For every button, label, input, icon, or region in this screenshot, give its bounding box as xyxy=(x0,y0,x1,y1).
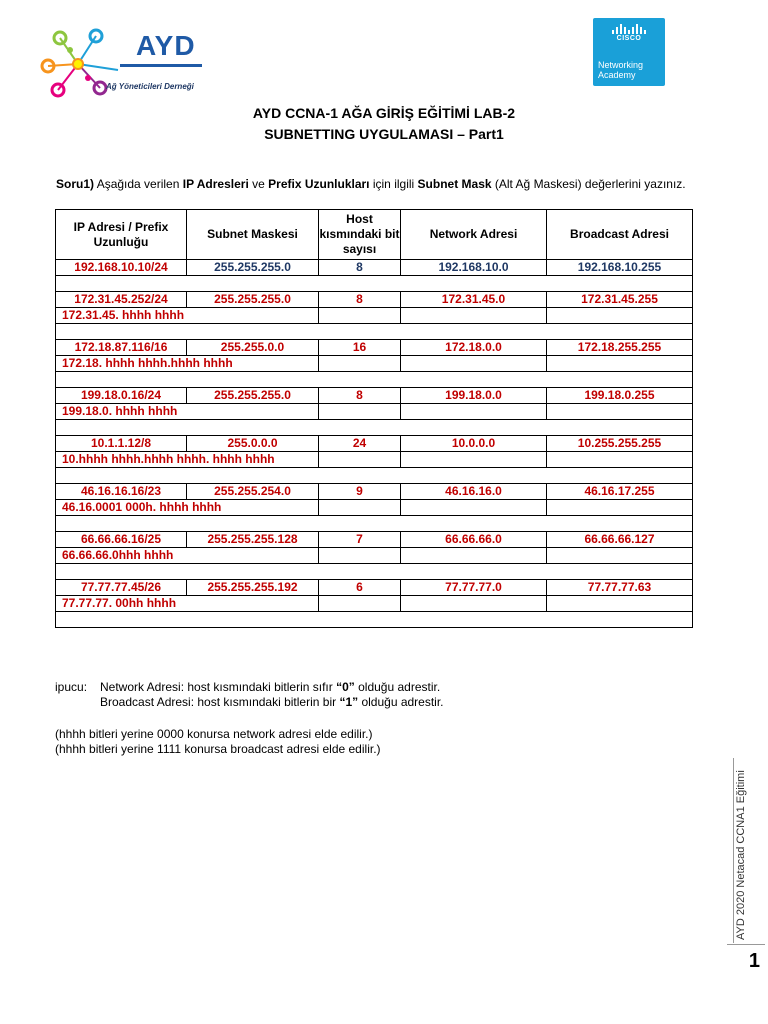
spacer-row xyxy=(56,564,693,580)
cell-host-bits: 9 xyxy=(319,484,401,500)
cell-empty xyxy=(547,404,693,420)
spacer-row xyxy=(56,420,693,436)
cell-empty xyxy=(401,596,547,612)
page-title: AYD CCNA-1 AĞA GİRİŞ EĞİTİMİ LAB-2 xyxy=(252,105,516,121)
binary-row xyxy=(56,596,693,612)
spacer-row xyxy=(56,324,693,340)
cell-subnet-mask: 255.255.254.0 xyxy=(187,484,319,500)
table-row xyxy=(56,260,693,276)
cell-empty xyxy=(401,308,547,324)
table-row xyxy=(56,292,693,308)
cell-network-address: 192.168.10.0 xyxy=(401,260,547,276)
cell-empty xyxy=(547,356,693,372)
cell-subnet-mask: 255.0.0.0 xyxy=(187,436,319,452)
cell-empty xyxy=(319,548,401,564)
cell-empty xyxy=(319,596,401,612)
col-header-mask: Subnet Maskesi xyxy=(187,210,319,260)
cell-empty xyxy=(401,452,547,468)
spacer-row xyxy=(56,516,693,532)
ayd-logo xyxy=(38,26,218,104)
binary-row xyxy=(56,308,693,324)
col-header-ip: IP Adresi / Prefix Uzunluğu xyxy=(56,210,187,260)
cell-broadcast-address: 77.77.77.63 xyxy=(547,580,693,596)
cell-host-bits: 16 xyxy=(319,340,401,356)
cell-spacer xyxy=(56,372,693,388)
cisco-bars-icon xyxy=(611,24,647,34)
cell-subnet-mask: 255.255.255.128 xyxy=(187,532,319,548)
cell-ip-prefix: 172.31.45.252/24 xyxy=(56,292,187,308)
cisco-networking-academy-logo xyxy=(593,18,665,86)
cell-host-bits: 8 xyxy=(319,260,401,276)
cell-ip-prefix: 46.16.16.16/23 xyxy=(56,484,187,500)
page-number-divider xyxy=(727,944,765,945)
cell-subnet-mask: 255.255.255.0 xyxy=(187,388,319,404)
cisco-wordmark: CISCO xyxy=(616,35,642,42)
cell-binary-form: 172.18. hhhh hhhh.hhhh hhhh xyxy=(56,356,319,372)
table-row xyxy=(56,580,693,596)
cell-binary-form: 77.77.77. 00hh hhhh xyxy=(56,596,319,612)
cell-subnet-mask: 255.255.255.0 xyxy=(187,260,319,276)
cell-spacer xyxy=(56,564,693,580)
logo-text: AYD xyxy=(136,30,196,61)
spacer-row xyxy=(56,468,693,484)
cell-binary-form: 172.31.45. hhhh hhhh xyxy=(56,308,319,324)
cell-empty xyxy=(319,404,401,420)
cell-subnet-mask: 255.255.255.0 xyxy=(187,292,319,308)
binary-row xyxy=(56,452,693,468)
cell-host-bits: 7 xyxy=(319,532,401,548)
col-header-broadcast: Broadcast Adresi xyxy=(547,210,693,260)
cell-ip-prefix: 192.168.10.10/24 xyxy=(56,260,187,276)
cell-network-address: 172.18.0.0 xyxy=(401,340,547,356)
cell-broadcast-address: 199.18.0.255 xyxy=(547,388,693,404)
cell-binary-form: 66.66.66.0hhh hhhh xyxy=(56,548,319,564)
cell-broadcast-address: 192.168.10.255 xyxy=(547,260,693,276)
cell-host-bits: 8 xyxy=(319,388,401,404)
table-row xyxy=(56,388,693,404)
tip-broadcast: Broadcast Adresi: host kısmındaki bitlerin bir “1” olduğu adrestir. xyxy=(100,695,444,709)
footer-divider xyxy=(733,758,734,943)
cell-empty xyxy=(547,596,693,612)
col-header-network: Network Adresi xyxy=(401,210,547,260)
cell-broadcast-address: 172.31.45.255 xyxy=(547,292,693,308)
table-row xyxy=(56,532,693,548)
binary-row xyxy=(56,548,693,564)
note-network: (hhhh bitleri yerine 0000 konursa network adresi elde edilir.) xyxy=(55,727,373,741)
logo-subtitle: Ağ Yöneticileri Derneği xyxy=(106,82,194,91)
cell-empty xyxy=(401,356,547,372)
subnet-table xyxy=(55,209,693,628)
cell-empty xyxy=(547,308,693,324)
cell-ip-prefix: 199.18.0.16/24 xyxy=(56,388,187,404)
cell-subnet-mask: 255.255.0.0 xyxy=(187,340,319,356)
question-text: Soru1) Aşağıda verilen IP Adresleri ve Prefix Uzunlukları için ilgili Subnet Mask (Alt Ağ Maskesi) değerlerini yazınız. xyxy=(56,177,686,191)
cell-empty xyxy=(547,500,693,516)
cell-ip-prefix: 172.18.87.116/16 xyxy=(56,340,187,356)
cell-empty xyxy=(547,452,693,468)
cell-broadcast-address: 10.255.255.255 xyxy=(547,436,693,452)
cell-network-address: 77.77.77.0 xyxy=(401,580,547,596)
cell-network-address: 46.16.16.0 xyxy=(401,484,547,500)
cell-empty xyxy=(319,308,401,324)
footer-side-text: AYD 2020 Netacad CCNA1 Eğitimi xyxy=(735,770,747,940)
cell-broadcast-address: 66.66.66.127 xyxy=(547,532,693,548)
spacer-row xyxy=(56,276,693,292)
table-row xyxy=(56,484,693,500)
cell-ip-prefix: 66.66.66.16/25 xyxy=(56,532,187,548)
page-subtitle: SUBNETTING UYGULAMASI – Part1 xyxy=(264,126,504,142)
cell-host-bits: 8 xyxy=(319,292,401,308)
cell-binary-form: 199.18.0. hhhh hhhh xyxy=(56,404,319,420)
cell-binary-form: 46.16.0001 000h. hhhh hhhh xyxy=(56,500,319,516)
cell-empty xyxy=(319,500,401,516)
cell-spacer xyxy=(56,516,693,532)
page-number: 1 xyxy=(748,950,760,972)
cell-network-address: 66.66.66.0 xyxy=(401,532,547,548)
note-broadcast: (hhhh bitleri yerine 1111 konursa broadcast adresi elde edilir.) xyxy=(55,742,381,756)
cell-empty xyxy=(401,500,547,516)
tip-network: ipucu: Network Adresi: host kısmındaki bitlerin sıfır “0” olduğu adrestir. xyxy=(55,680,441,694)
cell-spacer xyxy=(56,420,693,436)
cell-empty xyxy=(547,548,693,564)
cell-host-bits: 6 xyxy=(319,580,401,596)
spacer-row xyxy=(56,372,693,388)
binary-row xyxy=(56,356,693,372)
cell-network-address: 172.31.45.0 xyxy=(401,292,547,308)
cell-spacer xyxy=(56,468,693,484)
cell-host-bits: 24 xyxy=(319,436,401,452)
binary-row xyxy=(56,404,693,420)
cell-network-address: 10.0.0.0 xyxy=(401,436,547,452)
cisco-academy-text: Networking Academy xyxy=(598,60,644,80)
cell-empty xyxy=(319,452,401,468)
logo-underline xyxy=(120,64,202,67)
cell-network-address: 199.18.0.0 xyxy=(401,388,547,404)
cell-ip-prefix: 77.77.77.45/26 xyxy=(56,580,187,596)
cell-spacer xyxy=(56,324,693,340)
binary-row xyxy=(56,500,693,516)
cell-empty xyxy=(401,548,547,564)
col-header-host-bits: Host kısmındaki bit sayısı xyxy=(319,210,401,260)
table-header-row xyxy=(56,210,693,260)
cell-empty xyxy=(401,404,547,420)
spacer-row xyxy=(56,612,693,628)
cell-subnet-mask: 255.255.255.192 xyxy=(187,580,319,596)
table-row xyxy=(56,340,693,356)
table-row xyxy=(56,436,693,452)
cell-spacer xyxy=(56,276,693,292)
cell-ip-prefix: 10.1.1.12/8 xyxy=(56,436,187,452)
cell-broadcast-address: 172.18.255.255 xyxy=(547,340,693,356)
cell-broadcast-address: 46.16.17.255 xyxy=(547,484,693,500)
cell-binary-form: 10.hhhh hhhh.hhhh hhhh. hhhh hhhh xyxy=(56,452,319,468)
cell-empty xyxy=(319,356,401,372)
cell-spacer xyxy=(56,612,693,628)
